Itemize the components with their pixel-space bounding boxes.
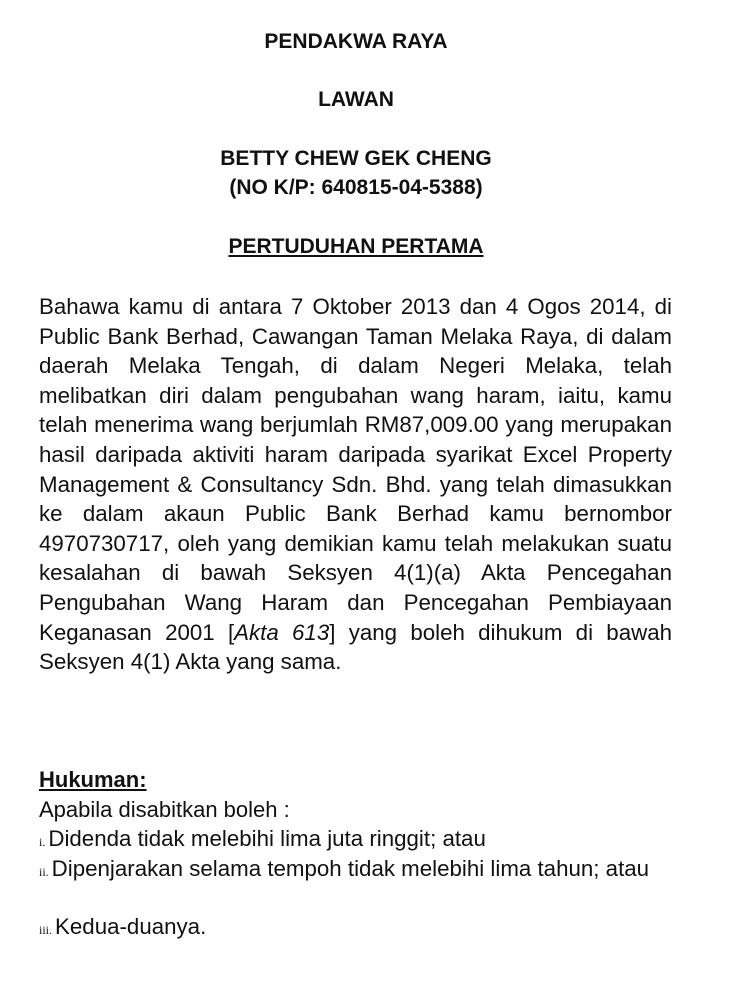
penalty-item-number: i.: [39, 835, 46, 849]
charge-text-after: ] yang boleh dihukum di bawah Seksyen 4(1) Akta yang sama.: [39, 619, 673, 675]
accused-name: BETTY CHEW GEK CHENG: [220, 147, 492, 170]
charge-paragraph: [39, 292, 672, 677]
act-reference: Akta 613: [234, 619, 330, 645]
charge-text-before: Bahawa kamu di antara 7 Oktober 2013 dan 4 Ogos 2014, di Public Bank Berhad, Cawangan Taman Melaka Raya, di dalam daerah Melaka Tengah, di dalam Negeri Melaka, telah melibatkan diri dalam pengubahan wang haram, iaitu, kamu telah menerima wang berjumlah RM87,009.00 yang merupakan hasil daripada aktiviti haram daripada syarikat Excel Property Management & Consultancy Sdn. Bhd. yang telah dimasukkan ke dalam akaun Public Bank Berhad kamu bernombor 4970730717, oleh yang demikian kamu telah melakukan suatu kesalahan di bawah Seksyen 4(1)(a) Akta Pencegahan Pengubahan Wang Haram dan Pencegahan Pembiayaan Keganasan 2001 [: [39, 294, 672, 645]
prosecution-heading: PENDAKWA RAYA: [264, 30, 448, 53]
penalty-item: [39, 854, 672, 888]
penalty-item: [39, 912, 672, 946]
penalty-heading: Hukuman:: [39, 767, 147, 792]
charge-title: PERTUDUHAN PERTAMA: [228, 235, 484, 258]
penalty-item-text: Kedua-duanya.: [55, 914, 207, 939]
penalty-item-text: Didenda tidak melebihi lima juta ringgit; atau: [48, 826, 486, 851]
versus-heading: LAWAN: [318, 88, 394, 111]
accused-id: (NO K/P: 640815-04-5388): [229, 176, 483, 199]
penalty-item-text: Dipenjarakan selama tempoh tidak melebihi lima tahun; atau: [51, 856, 650, 881]
penalty-item: [39, 824, 672, 858]
penalty-item-number: ii.: [39, 865, 49, 879]
penalty-intro: Apabila disabitkan boleh :: [39, 797, 290, 822]
penalty-item-number: iii.: [39, 923, 53, 937]
